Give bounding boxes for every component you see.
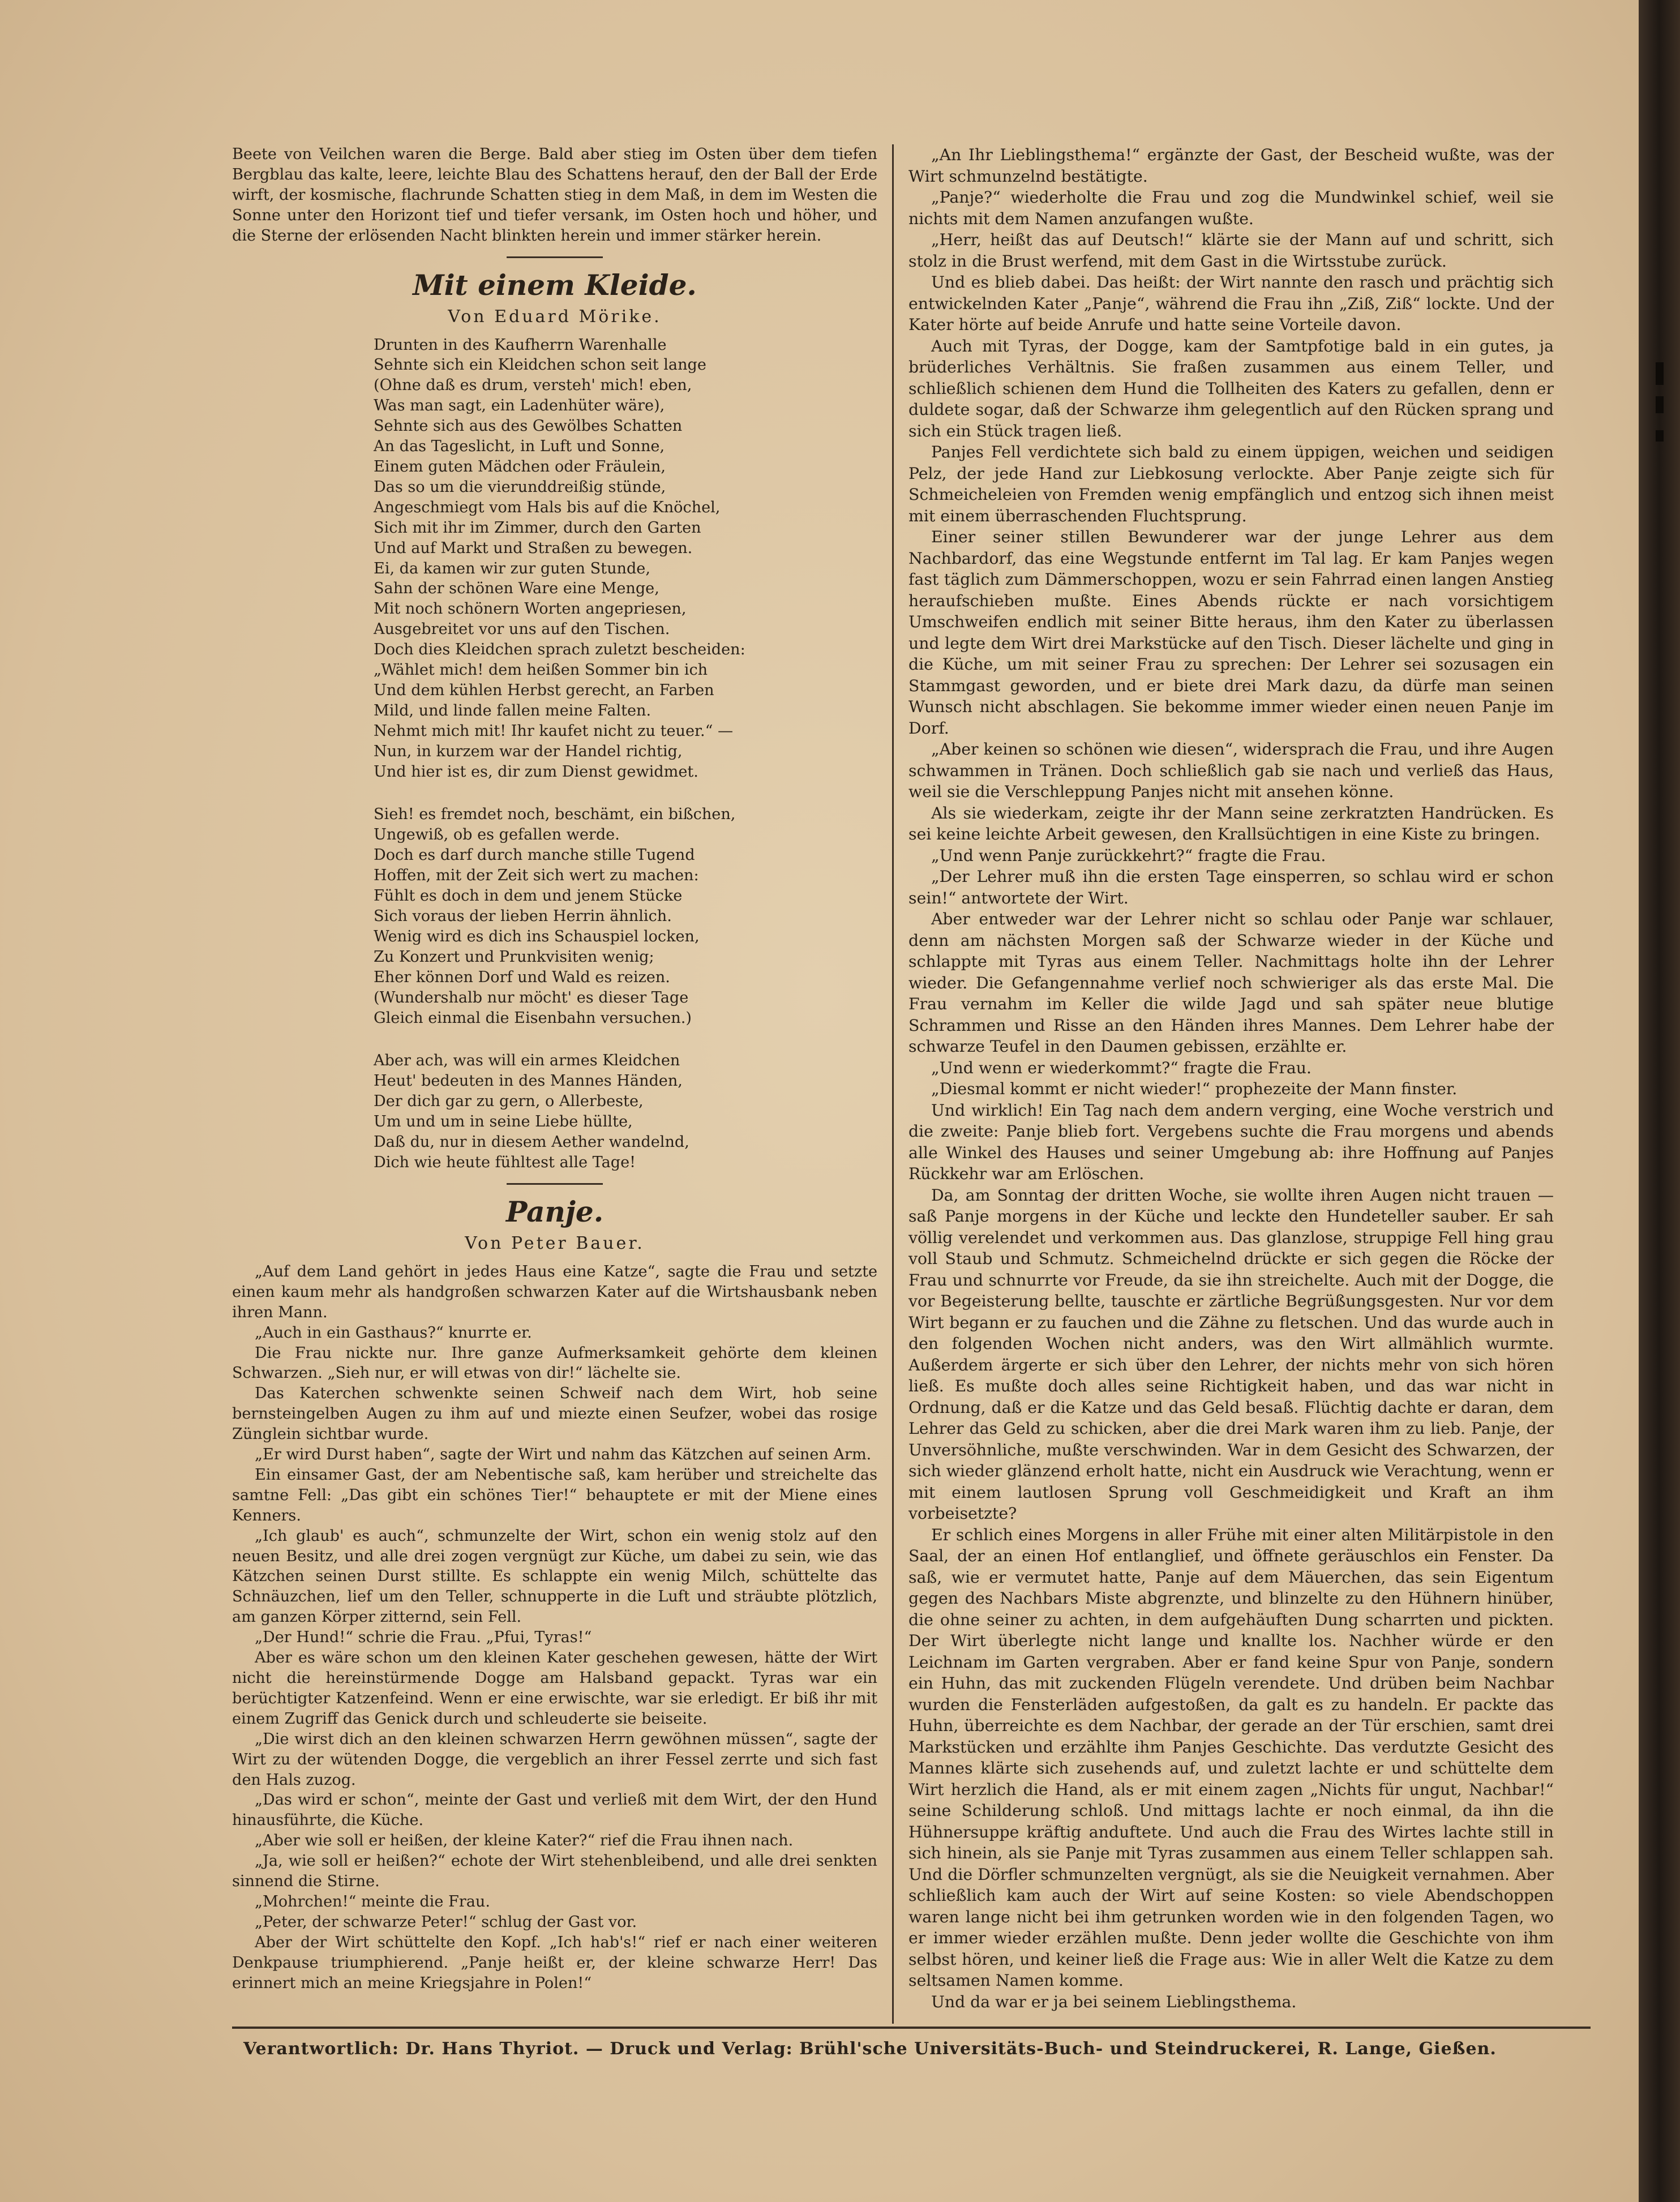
story-paragraph: Aber der Wirt schüttelte den Kopf. „Ich hab's!“ rief er nach einer weiteren Denkpause triumphierend. „Panje heißt er, der kleine schwarze Herr! Das erinnert mich an meine Kriegsjahre in Polen!“ xyxy=(232,1933,877,1992)
story-paragraph: „Peter, der schwarze Peter!“ schlug der Gast vor. xyxy=(255,1913,637,1931)
column-divider xyxy=(892,144,894,2024)
story-paragraph: Die Frau nickte nur. Ihre ganze Aufmerksamkeit gehörte dem kleinen Schwarzen. „Sieh nur, er will etwas von dir!“ lächelte sie. xyxy=(232,1344,877,1382)
binding-spine xyxy=(1639,0,1680,2202)
story-paragraph: Und da war er ja bei seinem Lieblingsthema. xyxy=(931,1992,1297,2011)
top-paragraph: Beete von Veilchen waren die Berge. Bald aber stieg im Osten über dem tiefen Bergblau das kalte, leere, leichte Blau des Schattens herauf, den der Ball der Erde wirft, der kosmische, flachrunde Schatten stieg in dem Maß, in dem im Westen die Sonne unter den Horizont tief und tiefer versank, im Osten hoch und höher, und die Sterne der erlösenden Nacht blinkten herein und immer stärker herein. xyxy=(232,145,877,245)
story-text-right xyxy=(908,144,1554,2012)
poem-stanza: Sieh! es fremdet noch, beschämt, ein bißchen, Ungewiß, ob es gefallen werde. Doch es darf durch manche stille Tugend Hoffen, mit der Zeit sich wert zu machen: Fühlt es doch in dem und jenem Stücke Sich voraus der lieben Herrin ähnlich. Wenig wird es dich ins Schauspiel locken, Zu Konzert und Prunkvisiten wenig; Eher können Dorf und Wald es reizen. (Wundershalb nur möcht' es dieser Tage Gleich einmal die Eisenbahn versuchen.) xyxy=(374,806,736,1027)
story-paragraph: „Die wirst dich an den kleinen schwarzen Herrn gewöhnen müssen“, sagte der Wirt zu der wütenden Dogge, die vergeblich an ihrer Fessel zerrte und sich fast den Hals zuzog. xyxy=(232,1730,877,1789)
story-title: Panje. xyxy=(505,1194,604,1228)
story-paragraph: Das Katerchen schwenkte seinen Schweif nach dem Wirt, hob seine bernsteingelben Augen zu ihm auf und miezte einen Seufzer, wobei das rosige Zünglein sichtbar wurde. xyxy=(232,1385,877,1443)
story-paragraph: „Herr, heißt das auf Deutsch!“ klärte sie der Mann auf und schritt, sich stolz in die Brust werfend, mit dem Gast in die Wirtsstube zurück. xyxy=(908,230,1554,271)
story-paragraph: „Mohrchen!“ meinte die Frau. xyxy=(255,1892,490,1910)
story-paragraph: Und wirklich! Ein Tag nach dem andern verging, eine Woche verstrich und die zweite: Panje blieb fort. Vergebens suchte die Frau morgens und abends alle Winkel des Hauses und seiner Umgebung ab: ihre Hoffnung auf Panjes Rückkehr war am Erlöschen. xyxy=(908,1100,1554,1183)
story-paragraph: Er schlich eines Morgens in aller Frühe mit einer alten Militärpistole in den Saal, der an einen Hof entlanglief, und öffnete geräuschlos ein Fenster. Da saß, wie er vermutet hatte, Panje auf dem Mäuerchen, das sein Eigentum gegen des Nachbars Miste abgrenzte, und blinzelte zu den Hühnern hinüber, die ohne seiner zu achten, in dem aufgehäuften Dung scharrten und pickten. Der Wirt überlegte nicht lange und knallte los. Nachher würde er den Leichnam im Garten vergraben. Aber er fand keine Spur von Panje, sondern ein Huhn, das mit zuckenden Flügeln verendete. Und drüben beim Nachbar wurden die Fensterläden aufgestoßen, da galt es zu handeln. Er packte das Huhn, überreichte es dem Nachbar, der gerade an der Tür erschien, samt drei Markstücken und erzählte ihm Panjes Geschichte. Das verdutzte Gesicht des Mannes klärte sich zusehends auf, und zuletzt lachte er und schüttelte dem Wirt herzlich die Hand, als er mit einem zagen „Nichts für ungut, Nachbar!“ seine Schilderung schloß. Und mittags lachte er noch einmal, da ihn die Hühnersuppe kräftig anduftete. Und auch die Frau des Wirtes lachte still in sich hinein, als sie Panje mit Tyras zusammen aus einem Teller schlappen sah. Und die Dörfler schmunzelten vergnügt, als sie die Neuigkeit vernahmen. Aber schließlich kam auch der Wirt auf seine Kosten: so viele Abendschoppen waren lange nicht bei ihm getrunken worden wie in den folgenden Tagen, wo er immer wieder erzählen mußte. Denn jeder wollte die Geschichte von ihm selbst hören, und keiner ließ die Frage aus: Wie in aller Welt die Katze zu dem seltsamen Namen komme. xyxy=(908,1525,1554,1990)
story-paragraph: „Das wird er schon“, meinte der Gast und verließ mit dem Wirt, der den Hund hinausführte, die Küche. xyxy=(232,1791,877,1830)
story-paragraph: Einer seiner stillen Bewunderer war der junge Lehrer aus dem Nachbardorf, das eine Wegstunde entfernt im Tal lag. Er kam Panjes wegen fast täglich zum Dämmerschoppen, wozu er sein Fahrrad einen langen Anstieg heraufschieben mußte. Eines Abends rückte er nach vorsichtigem Umschweifen endlich mit seiner Bitte heraus, ihm den Kater zu überlassen und legte dem Wirt drei Markstücke auf den Tisch. Dieser lächelte und ging in die Küche, um mit seiner Frau zu sprechen: Der Lehrer sei sozusagen ein Stammgast geworden, und er biete drei Mark dazu, da dürfe man seinen Wunsch nicht abschlagen. Sie bekomme immer wieder einen neuen Panje im Dorf. xyxy=(908,528,1554,738)
story-paragraph: „Der Hund!“ schrie die Frau. „Pfui, Tyras!“ xyxy=(255,1629,592,1647)
story-paragraph: Als sie wiederkam, zeigte ihr der Mann seine zerkratzten Handrücken. Es sei keine leichte Arbeit gewesen, den Krallsüchtigen in eine Kiste zu bringen. xyxy=(908,803,1554,843)
story-paragraph: „Er wird Durst haben“, sagte der Wirt und nahm das Kätzchen auf seinen Arm. xyxy=(255,1446,872,1464)
section-divider xyxy=(507,1183,603,1185)
story-paragraph: Da, am Sonntag der dritten Woche, sie wollte ihren Augen nicht trauen — saß Panje morgens in der Küche und leckte den Hundeteller sauber. Er sah völlig verelendet und verkommen aus. Das glanzlose, struppige Fell hing grau voll Staub und Schmutz. Schmeichelnd drückte er sich gegen die Röcke der Frau und schnurrte vor Freude, da sie ihn streichelte. Auch mit der Dogge, die vor Begeisterung bellte, tauschte er zärtliche Begrüßungsgesten. Nur vor dem Wirt begann er zu fauchen und die Zähne zu fletschen. Und das wurde auch in den folgenden Wochen nicht anders, was den Wirt allmählich wurmte. Außerdem ärgerte er sich über den Lehrer, der nichts mehr von sich hören ließ. Es mußte doch alles seine Richtigkeit haben, und das war nicht in Ordnung, daß er die Katze und das Geld besaß. Flüchtig dachte er daran, dem Lehrer das Geld zu schicken, aber die drei Mark waren ihm zu lieb. Panje, der Unversöhnliche, mußte verschwinden. War in dem Gesicht des Schwarzen, der sich wieder glänzend erholt hatte, nicht ein Ausdruck wie Verachtung, wenn er mit einem lautlosen Sprung voll Geschmeidigkeit und Kraft an ihm vorbeisetzte? xyxy=(908,1185,1554,1523)
right-column xyxy=(908,144,1554,2012)
story-paragraph: Panjes Fell verdichtete sich bald zu einem üppigen, weichen und seidigen Pelz, der jede Hand zur Liebkosung verlockte. Aber Panje zeigte sich für Schmeicheleien von Fremden wenig empfänglich und entzog sich ihnen meist mit einem überraschenden Fluchtsprung. xyxy=(908,443,1554,525)
story-paragraph: Aber entweder war der Lehrer nicht so schlau oder Panje war schlauer, denn am nächsten Morgen saß der Schwarze wieder in der Küche und schlappte mit Tyras aus einem Teller. Nachmittags holte ihn der Lehrer wieder. Die Gefangennahme verlief noch schwieriger als das erste Mal. Die Frau vernahm im Keller die wilde Jagd und sah später neue blutige Schrammen und Risse an den Händen ihres Mannes. Dem Lehrer habe der schwarze Teufel in den Daumen gebissen, erzählte er. xyxy=(908,910,1554,1056)
story-paragraph: „Aber keinen so schönen wie diesen“, widersprach die Frau, und ihre Augen schwammen in Tränen. Doch schließlich gab sie nach und verließ das Haus, weil sie die Verschleppung Panjes nicht mit ansehen könne. xyxy=(908,740,1554,801)
story-paragraph: „Auch in ein Gasthaus?“ knurrte er. xyxy=(255,1323,532,1342)
story-text-left xyxy=(232,1262,877,1994)
story-paragraph: „Ich glaub' es auch“, schmunzelte der Wirt, schon ein wenig stolz auf den neuen Besitz, und alle drei zogen vergnügt zur Küche, um dabei zu sein, wie das Kätzchen seinen Durst stillte. Es schlappte ein wenig Milch, schüttelte das Schnäuzchen, lief um den Teller, schnupperte in die Luft und sträubte plötzlich, am ganzen Körper zitternd, sein Fell. xyxy=(232,1527,877,1626)
story-paragraph: „Auf dem Land gehört in jedes Haus eine Katze“, sagte die Frau und setzte einen kaum mehr als handgroßen schwarzen Kater auf die Wirtshausbank neben ihren Mann. xyxy=(232,1262,877,1321)
story-paragraph: „Ja, wie soll er heißen?“ echote der Wirt stehenbleibend, und alle drei senkten sinnend die Stirne. xyxy=(232,1852,877,1891)
poem-stanza: Aber ach, was will ein armes Kleidchen Heut' bedeuten in des Mannes Händen, Der dich gar zu gern, o Allerbeste, Um und um in seine Liebe hüllte, Daß du, nur in diesem Aether wandelnd, Dich wie heute fühltest alle Tage! xyxy=(374,1052,689,1171)
spine-mark xyxy=(1656,396,1664,413)
story-paragraph: „Und wenn er wiederkommt?“ fragte die Frau. xyxy=(931,1058,1312,1077)
imprint-footer: Verantwortlich: Dr. Hans Thyriot. — Druck und Verlag: Brühl'sche Universitäts-Buch- und Steindruckerei, R. Lange, Gießen. xyxy=(243,2039,1497,2059)
story-paragraph: „An Ihr Lieblingsthema!“ ergänzte der Gast, der Bescheid wußte, was der Wirt schmunzelnd bestätigte. xyxy=(908,145,1554,186)
poem-title: Mit einem Kleide. xyxy=(413,268,697,302)
spine-mark xyxy=(1656,430,1664,442)
footer-rule xyxy=(232,2027,1591,2029)
spine-mark xyxy=(1656,362,1664,385)
section-divider xyxy=(507,256,603,258)
poem-stanza: Drunten in des Kaufherrn Warenhalle Sehnte sich ein Kleidchen schon seit lange (Ohne daß es drum, versteh' mich! eben, Was man sagt, ein Ladenhüter wäre), Sehnte sich aus des Gewölbes Schatten An das Tageslicht, in Luft und Sonne, Einem guten Mädchen oder Fräulein, Das so um die vierunddreißig stünde, Angeschmiegt vom Hals bis auf die Knöchel, Sich mit ihr im Zimmer, durch den Garten Und auf Markt und Straßen zu bewegen. Ei, da kamen wir zur guten Stunde, Sahn der schönen Ware eine Menge, Mit noch schönern Worten angepriesen, Ausgebreitet vor uns auf den Tischen. Doch dies Kleidchen sprach zuletzt bescheiden: „Wählet mich! dem heißen Sommer bin ich Und dem kühlen Herbst gerecht, an Farben Mild, und linde fallen meine Falten. Nehmt mich mit! Ihr kaufet nicht zu teuer.“ — Nun, in kurzem war der Handel richtig, Und hier ist es, dir zum Dienst gewidmet. xyxy=(374,336,745,781)
story-byline: Von Peter Bauer. xyxy=(465,1233,645,1253)
story-paragraph: Auch mit Tyras, der Dogge, kam der Samtpfotige bald in ein gutes, ja brüderliches Verhältnis. Sie fraßen zusammen aus einem Teller, und schließlich schienen dem Hund die Tollheiten des Katers zu gefallen, denn er duldete sogar, daß der Schwarze ihm gelegentlich auf den Rücken sprang und sich ein Stück tragen ließ. xyxy=(908,336,1554,440)
story-paragraph: Aber es wäre schon um den kleinen Kater geschehen gewesen, hätte der Wirt nicht die hereinstürmende Dogge am Halsband gepackt. Tyras war ein berüchtigter Katzenfeind. Wenn er eine erwischte, war sie erledigt. Er biß ihr mit einem Zugriff das Genick durch und schleuderte sie beiseite. xyxy=(232,1649,877,1728)
story-paragraph: „Panje?“ wiederholte die Frau und zog die Mundwinkel schief, weil sie nichts mit dem Namen anzufangen wußte. xyxy=(908,188,1554,228)
story-paragraph: Ein einsamer Gast, der am Nebentische saß, kam herüber und streichelte das samtne Fell: „Das gibt ein schönes Tier!“ behauptete er mit der Miene eines Kenners. xyxy=(232,1466,877,1524)
story-paragraph: „Der Lehrer muß ihn die ersten Tage einsperren, so schlau wird er schon sein!“ antwortete der Wirt. xyxy=(908,867,1554,907)
story-paragraph: „Und wenn Panje zurückkehrt?“ fragte die Frau. xyxy=(931,846,1326,865)
story-paragraph: „Diesmal kommt er nicht wieder!“ prophezeite der Mann finster. xyxy=(931,1079,1458,1098)
left-column xyxy=(232,144,877,1994)
story-paragraph: „Aber wie soll er heißen, der kleine Kater?“ rief die Frau ihnen nach. xyxy=(255,1832,794,1850)
poem-byline: Von Eduard Mörike. xyxy=(448,306,662,327)
story-paragraph: Und es blieb dabei. Das heißt: der Wirt nannte den rasch und prächtig sich entwickelnden Kater „Panje“, während die Frau ihn „Ziß, Ziß“ lockte. Und der Kater hörte auf beide Anrufe und hatte seine Vorteile davon. xyxy=(908,273,1554,334)
